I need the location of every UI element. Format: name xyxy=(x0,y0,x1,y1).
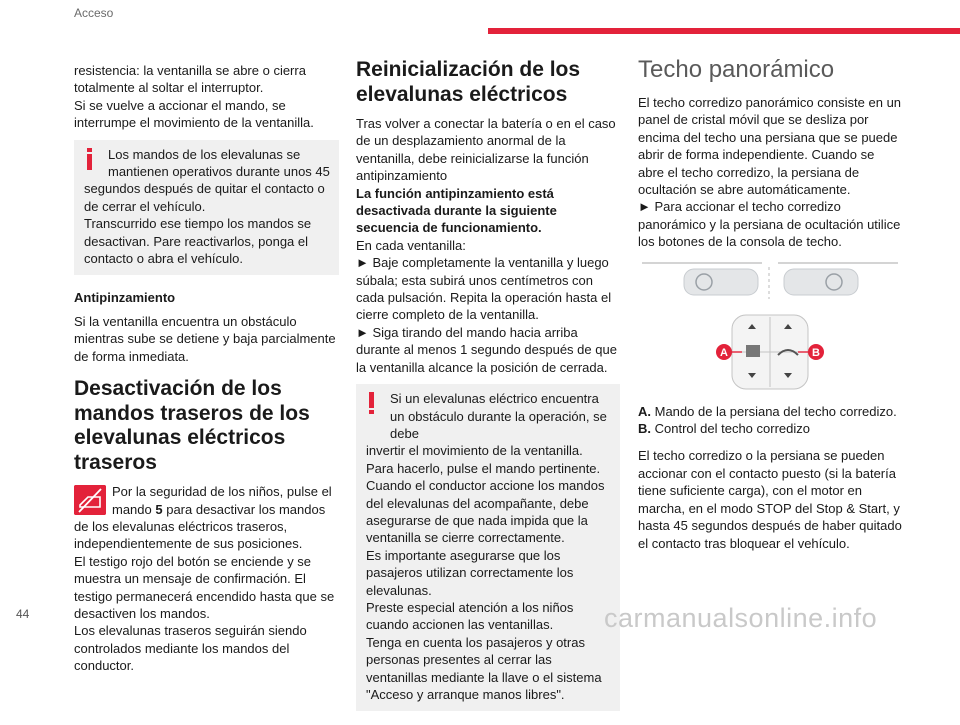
paragraph: Si la ventanilla encuentra un obstáculo mientras sube se detiene y baja parcialmente de forma inmediata. xyxy=(74,313,336,364)
roof-control-figure xyxy=(638,255,902,393)
label-a: A xyxy=(720,346,728,359)
page-number: 44 xyxy=(16,607,30,621)
text-run: para desactivar los mandos de los elevalunas eléctricos traseros, independientemente de sus posiciones. xyxy=(74,501,326,552)
child-lock-icon xyxy=(74,485,106,515)
note-text: invertir el movimiento de la ventanilla. Para hacerlo, pulse el mando pertinente. xyxy=(366,443,601,476)
paragraph xyxy=(74,483,339,553)
legend-key: A. xyxy=(638,403,651,419)
paragraph: Si se vuelve a accionar el mando, se interrumpe el movimiento de la ventanilla. xyxy=(74,97,314,131)
paragraph: Los elevalunas traseros seguirán siendo controlados mediante los mandos del conductor. xyxy=(74,623,307,674)
legend-text: Mando de la persiana del techo corredizo. xyxy=(654,403,897,419)
section-heading: Reinicialización de los elevalunas eléctricos xyxy=(356,58,581,106)
label-b: B xyxy=(812,346,820,359)
legend-item xyxy=(638,420,902,437)
child-lock-block xyxy=(74,483,339,553)
column-middle xyxy=(356,58,620,725)
paragraph: En cada ventanilla: xyxy=(356,237,466,253)
paragraph: El techo corredizo o la persiana se pueden accionar con el contacto puesto (si la batería tiene suficiente carga), con el motor en marcha, en el modo STOP del Stop & Start, y hasta 45 segundos después de haber quitado el contacto tras bloquear el vehículo. xyxy=(638,448,902,551)
note-text: segundos después de quitar el contacto o de cerrar el vehículo. xyxy=(84,181,325,214)
section-heading: Desactivación de los mandos traseros de los elevalunas eléctricos traseros xyxy=(74,377,310,474)
bullet-step: ► Siga tirando del mando hacia arriba durante al menos 1 segundo después de que la ventanilla alcance la posición de cerrada. xyxy=(356,324,617,375)
subheading: Antipinzamiento xyxy=(74,290,176,306)
bullet-step: ► Baje completamente la ventanilla y luego súbala; esta subirá unos centímetros con cada pulsación. Repita la operación hasta el cierre completo de la ventanilla. xyxy=(356,255,612,323)
note-text: Tenga en cuenta los pasajeros y otras personas presentes al cerrar las ventanillas mediante la llave o el sistema "Acceso y arranque manos libres". xyxy=(366,634,602,702)
paragraph: El testigo rojo del botón se enciende y se muestra un mensaje de confirmación. El testigo permanecerá encendido hasta que se desactiven los mandos. xyxy=(74,553,335,621)
column-left xyxy=(74,62,339,675)
note-text: Si un elevalunas eléctrico encuentra un obstáculo durante la operación, se debe xyxy=(390,391,607,441)
paragraph: resistencia: la ventanilla se abre o cierra totalmente al soltar el interruptor. xyxy=(74,63,306,96)
running-header: Acceso xyxy=(74,6,114,20)
column-right xyxy=(638,56,902,552)
legend-key: B. xyxy=(638,421,651,437)
section-heading: Techo panorámico xyxy=(638,56,835,83)
figure-legend xyxy=(638,403,902,438)
note-text: Es importante asegurarse que los pasajeros utilizan correctamente los elevalunas. xyxy=(366,547,574,598)
paragraph: Tras volver a conectar la batería o en el caso de un desplazamiento anormal de la ventanilla, debe reinicializarse la función antipinzamiento xyxy=(356,116,616,184)
text-run: Por la seguridad de los niños, pulse el mando xyxy=(112,484,332,517)
info-icon xyxy=(84,148,98,172)
warning-note xyxy=(356,384,620,711)
note-text: Cuando el conductor accione los mandos del elevalunas del acompañante, debe asegurarse de que nada impida que la ventanilla se cierre correctamente. xyxy=(366,478,605,546)
paragraph: El techo corredizo panorámico consiste en un panel de cristal móvil que se desliza por encima del techo una persiana que se puede abrir de forma independiente. Cuando se abre el techo corredizo, la persiana de ocultación se abre automáticamente. xyxy=(638,95,902,198)
note-text: Preste especial atención a los niños cuando accionen las ventanillas. xyxy=(366,599,574,633)
warning-icon xyxy=(366,392,380,416)
info-note xyxy=(74,140,339,276)
legend-text: Control del techo corredizo xyxy=(654,421,810,437)
bullet-step: ► Para accionar el techo corredizo panorámico y la persiana de ocultación utilice los botones de la consola de techo. xyxy=(638,199,901,250)
note-text: Transcurrido ese tiempo los mandos se desactivan. Pare reactivarlos, ponga el contacto o abra el vehículo. xyxy=(84,216,312,267)
note-text: Los mandos de los elevalunas se mantienen operativos durante unos 45 xyxy=(108,146,330,180)
watermark: carmanualsonline.info xyxy=(604,603,878,633)
legend-item xyxy=(638,403,902,420)
paragraph-bold: La función antipinzamiento está desactivada durante la siguiente secuencia de funcionamiento. xyxy=(356,185,557,236)
header-accent-bar xyxy=(488,28,960,34)
control-number: 5 xyxy=(155,501,163,517)
